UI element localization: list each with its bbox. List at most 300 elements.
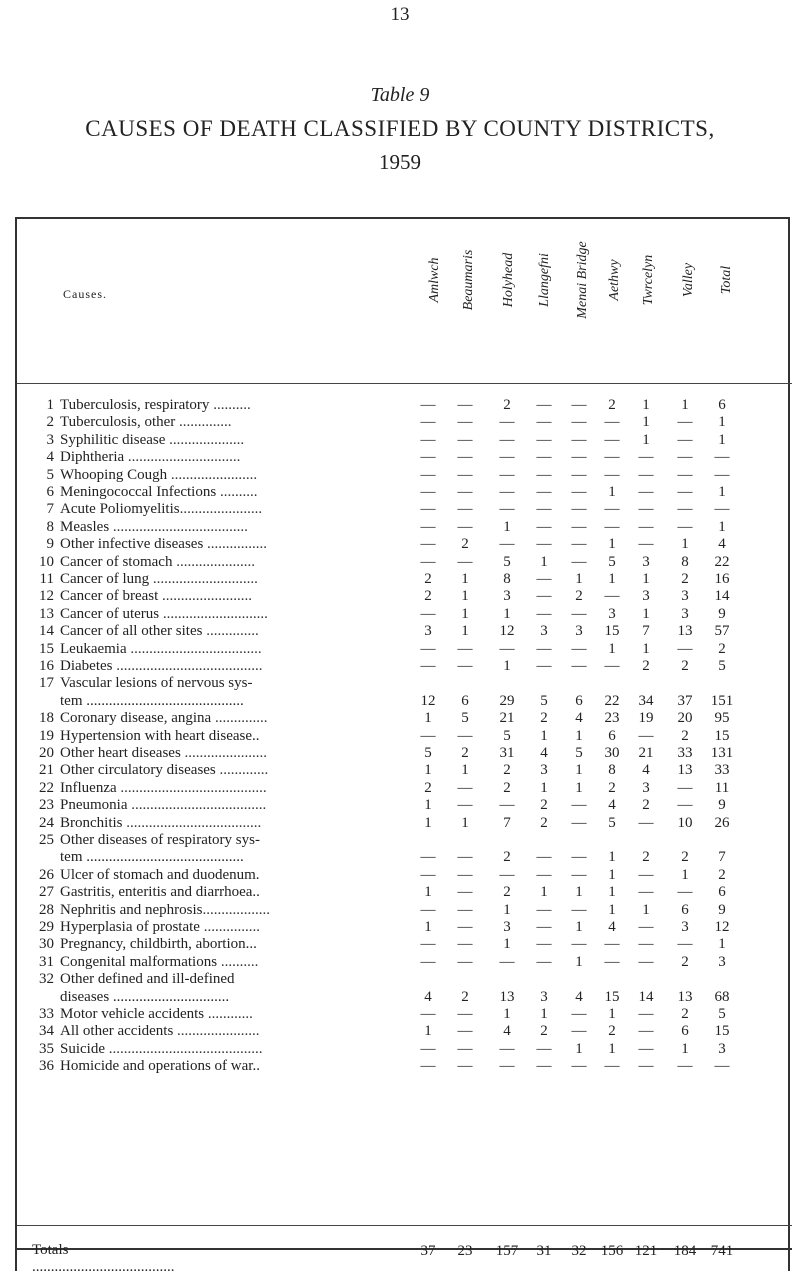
row-number: 22 (39, 779, 54, 796)
table-cell: 33 (677, 745, 693, 761)
table-cell: 16 (714, 571, 730, 587)
table-cell: — (536, 936, 552, 953)
table-cell: — (457, 919, 473, 935)
row-label (32, 483, 257, 501)
row-cause: Tuberculosis, other (60, 414, 176, 431)
table-cell: 1 (575, 571, 583, 587)
table-cell: — (571, 518, 587, 535)
row-cause: Pregnancy, childbirth, abortion... (60, 936, 257, 953)
leader-dots: ............. (215, 762, 269, 779)
row-number: 5 (46, 466, 54, 483)
table-cell: — (638, 484, 654, 500)
table-cell: 1 (424, 1023, 432, 1040)
table-cell: 1 (642, 640, 650, 657)
table-cell: 4 (424, 988, 432, 1005)
table-cell: — (536, 501, 552, 518)
column-header-aethwy (600, 240, 630, 320)
table-cell: 3 (503, 919, 511, 935)
row-label (32, 761, 268, 779)
table-cell: 1 (608, 571, 616, 587)
table-cell: — (536, 484, 552, 500)
table-cell: 5 (608, 553, 616, 570)
row-number: 3 (46, 431, 54, 448)
table-cell: 1 (503, 901, 511, 918)
row-label (32, 1057, 260, 1075)
row-label (32, 1040, 263, 1058)
table-cell: 3 (718, 953, 726, 970)
table-cell: 4 (718, 536, 726, 553)
leader-dots: ............................ (149, 571, 258, 587)
leader-dots: ........................ (158, 588, 253, 605)
table-cell: — (604, 936, 620, 953)
row-cause-continued: tem (60, 692, 83, 709)
table-cell: — (457, 1058, 473, 1075)
table-cell: 1 (608, 484, 616, 500)
table-cell: — (420, 953, 436, 970)
table-cell: 2 (424, 779, 432, 796)
table-cell: 3 (540, 623, 548, 640)
table-cell: — (499, 449, 515, 466)
row-label (32, 570, 258, 588)
leader-dots: .............. (202, 623, 259, 640)
table-cell: — (536, 866, 552, 883)
table-cell: 4 (503, 1023, 511, 1040)
table-cell: — (420, 936, 436, 953)
row-label (32, 657, 262, 675)
table-cell: — (571, 936, 587, 953)
leader-dots: ....................... (167, 466, 258, 483)
row-label (32, 622, 259, 640)
table-cell: — (536, 449, 552, 466)
table-cell: — (571, 501, 587, 518)
table-cell: 1 (540, 727, 548, 744)
table-cell: 2 (681, 727, 689, 744)
table-cell: 20 (677, 710, 693, 727)
table-cell: — (420, 727, 436, 744)
row-cause: Pneumonia (60, 797, 128, 814)
table-cell: 68 (714, 988, 730, 1005)
leader-dots: ............ (204, 1006, 253, 1022)
table-cell: — (457, 779, 473, 796)
table-cell: — (571, 431, 587, 448)
row-label (32, 466, 257, 484)
totals-cell: 741 (710, 1243, 734, 1259)
table-cell: 7 (718, 849, 726, 866)
table-cell: 1 (608, 1006, 616, 1022)
leader-dots: ....................................... (116, 779, 267, 796)
table-cell: 37 (677, 692, 693, 709)
row-number: 32 (39, 971, 54, 988)
table-cell: 5 (718, 1006, 726, 1022)
table-label: Table 9 (370, 84, 430, 106)
table-cell: — (536, 849, 552, 866)
table-cell: 2 (503, 397, 511, 413)
row-number: 28 (39, 901, 54, 918)
table-cell: — (457, 1023, 473, 1040)
table-cell: — (457, 431, 473, 448)
table-cell: — (604, 518, 620, 535)
row-cause: Other circulatory diseases (60, 762, 216, 779)
table-cell: 33 (714, 762, 730, 779)
table-cell: 8 (608, 762, 616, 779)
table-cell: 5 (503, 553, 511, 570)
row-label (32, 935, 257, 953)
row-label (32, 970, 235, 988)
table-cell: 1 (424, 884, 432, 901)
table-cell: — (420, 518, 436, 535)
row-cause: Cancer of stomach (60, 553, 173, 570)
table-cell: — (420, 1040, 436, 1057)
table-cell: — (638, 449, 654, 466)
table-cell: — (499, 866, 515, 883)
table-cell: 22 (604, 692, 620, 709)
totals-divider (17, 1225, 792, 1226)
table-cell: 2 (608, 779, 616, 796)
row-label (32, 1005, 253, 1023)
leader-dots: .................... (165, 431, 245, 448)
table-cell: 11 (714, 779, 730, 796)
table-cell: 5 (503, 727, 511, 744)
table-cell: 10 (677, 814, 693, 831)
table-cell: — (420, 849, 436, 866)
row-cause: Homicide and operations of war.. (60, 1058, 260, 1075)
row-label (32, 709, 267, 727)
table-cell: 8 (503, 571, 511, 587)
row-label (32, 866, 260, 884)
table-cell: 4 (575, 710, 583, 727)
leader-dots: .................. (202, 901, 270, 918)
table-cell: 1 (461, 814, 469, 831)
table-cell: 4 (642, 762, 650, 779)
table-cell: — (536, 536, 552, 553)
table-cell: 2 (461, 988, 469, 1005)
leader-dots: ....................................... (112, 658, 263, 674)
row-number: 4 (46, 449, 54, 466)
year-heading: 1959 (379, 150, 421, 174)
table-cell: — (571, 658, 587, 674)
table-cell: — (571, 1023, 587, 1040)
table-cell: 1 (642, 571, 650, 587)
table-cell: 2 (540, 710, 548, 727)
row-label (32, 396, 251, 414)
row-label (32, 814, 261, 832)
table-cell: 13 (677, 988, 693, 1005)
leader-dots: ...................... (180, 745, 268, 761)
table-cell: — (638, 518, 654, 535)
table-cell: 8 (681, 553, 689, 570)
table-cell: — (499, 501, 515, 518)
table-cell: — (536, 605, 552, 622)
leader-dots: .................................... (109, 518, 248, 535)
row-cause: Nephritis and nephrosis (60, 901, 203, 918)
row-cause: Meningococcal Infections (60, 484, 217, 500)
table-cell: — (457, 553, 473, 570)
totals-cell: 184 (673, 1243, 697, 1259)
column-header-valley (674, 240, 704, 320)
leader-dots: ............................... (109, 988, 230, 1005)
table-cell: — (638, 919, 654, 935)
table-cell: — (420, 536, 436, 553)
table-cell: — (638, 466, 654, 483)
row-cause: Vascular lesions of nervous sys- (60, 675, 253, 692)
table-cell: 4 (608, 919, 616, 935)
table-cell: 3 (642, 588, 650, 605)
table-cell: 4 (608, 797, 616, 814)
table-cell: — (536, 953, 552, 970)
table-cell: 2 (718, 866, 726, 883)
table-cell: — (499, 484, 515, 500)
table-cell: 26 (714, 814, 730, 831)
table-cell: — (638, 866, 654, 883)
table-cell: 2 (503, 762, 511, 779)
table-cell: — (604, 953, 620, 970)
column-header-text: Twrcelyn (641, 254, 656, 306)
totals-cell: 23 (457, 1243, 473, 1259)
table-cell: — (571, 814, 587, 831)
table-cell: 3 (681, 605, 689, 622)
table-cell: — (420, 431, 436, 448)
table-cell: — (536, 658, 552, 674)
table-cell: — (677, 449, 693, 466)
leader-dots: .............. (175, 414, 232, 431)
row-number: 2 (46, 414, 54, 431)
table-cell: 2 (642, 797, 650, 814)
table-cell: 5 (540, 692, 548, 709)
row-number: 21 (39, 762, 54, 779)
table-cell: — (571, 1058, 587, 1075)
table-cell: — (420, 1058, 436, 1075)
table-cell: 1 (424, 710, 432, 727)
row-number: 24 (39, 814, 54, 831)
column-header-text: Aethwy (607, 259, 622, 301)
row-label (32, 883, 260, 901)
table-cell: — (536, 466, 552, 483)
row-label (32, 500, 262, 518)
table-cell: 1 (608, 1040, 616, 1057)
table-cell: — (714, 1058, 730, 1075)
table-cell: 21 (499, 710, 515, 727)
table-cell: 5 (461, 710, 469, 727)
table-cell: — (457, 866, 473, 883)
table-cell: — (638, 884, 654, 901)
table-cell: — (536, 1058, 552, 1075)
totals-cell: 32 (571, 1243, 587, 1259)
causes-column-header: Causes. (63, 287, 107, 301)
row-number: 16 (39, 658, 54, 674)
table-cell: — (604, 414, 620, 431)
row-number: 1 (46, 397, 54, 413)
leader-dots: .................................... (122, 814, 262, 831)
table-cell: — (638, 536, 654, 553)
row-number: 31 (39, 953, 54, 970)
table-cell: 1 (575, 727, 583, 744)
row-number: 17 (39, 675, 54, 692)
table-cell: — (604, 466, 620, 483)
table-cell: 2 (540, 1023, 548, 1040)
table-cell: — (571, 414, 587, 431)
totals-label (32, 1242, 175, 1276)
row-cause: Hypertension with heart disease.. (60, 727, 260, 744)
row-number: 23 (39, 797, 54, 814)
table-cell: — (457, 797, 473, 814)
page-number: 13 (390, 4, 410, 25)
leader-dots: ................................... (126, 640, 262, 657)
table-cell: 1 (718, 936, 726, 953)
table-cell: — (714, 501, 730, 518)
table-cell: 1 (424, 762, 432, 779)
table-cell: — (536, 640, 552, 657)
table-cell: — (638, 1040, 654, 1057)
table-cell: 2 (575, 588, 583, 605)
column-header-twrcelyn (634, 240, 664, 320)
table-cell: 2 (681, 953, 689, 970)
table-cell: 13 (677, 762, 693, 779)
table-cell: 15 (714, 1023, 730, 1040)
table-cell: — (420, 658, 436, 674)
table-cell: — (677, 779, 693, 796)
table-cell: 57 (714, 623, 730, 640)
row-cause: Gastritis, enteritis and diarrhoea.. (60, 884, 260, 901)
row-cause: Influenza (60, 779, 117, 796)
table-cell: 2 (503, 884, 511, 901)
leader-dots: .......... (209, 397, 251, 413)
table-cell: 2 (681, 571, 689, 587)
row-cause: Other infective diseases (60, 536, 204, 553)
table-cell: — (638, 936, 654, 953)
row-cause: Leukaemia (60, 640, 127, 657)
row-cause: Bronchitis (60, 814, 123, 831)
table-cell: — (499, 1058, 515, 1075)
row-cause: Tuberculosis, respiratory (60, 397, 210, 413)
table-cell: 2 (642, 658, 650, 674)
table-cell: 1 (642, 414, 650, 431)
row-cause: Whooping Cough (60, 466, 168, 483)
table-cell: — (457, 884, 473, 901)
table-cell: 6 (681, 1023, 689, 1040)
column-header-text: Llangefni (537, 253, 552, 307)
table-cell: — (677, 501, 693, 518)
row-cause: Suicide (60, 1040, 105, 1057)
table-cell: 12 (420, 692, 436, 709)
table-cell: — (457, 449, 473, 466)
table-cell: — (536, 901, 552, 918)
row-label (32, 901, 270, 919)
table-cell: — (571, 1006, 587, 1022)
table-cell: — (499, 797, 515, 814)
table-cell: — (714, 466, 730, 483)
table-cell: 1 (424, 814, 432, 831)
table-cell: — (420, 397, 436, 413)
row-number: 25 (39, 832, 54, 848)
table-cell: 21 (638, 745, 654, 761)
column-header-beaumaris (454, 240, 484, 320)
row-cause: Diphtheria (60, 449, 125, 466)
table-cell: — (420, 640, 436, 657)
row-label (32, 674, 252, 692)
table-cell: 15 (604, 623, 620, 640)
table-cell: — (604, 449, 620, 466)
table-cell: — (457, 901, 473, 918)
leader-dots: .................................... (127, 797, 267, 814)
table-cell: 1 (575, 953, 583, 970)
row-cause: Ulcer of stomach and duodenum. (60, 866, 260, 883)
table-cell: — (536, 1040, 552, 1057)
table-cell: — (571, 536, 587, 553)
leader-dots: .............................. (124, 449, 241, 466)
table-cell: 2 (424, 588, 432, 605)
row-cause: Other heart diseases (60, 745, 181, 761)
table-cell: 23 (604, 710, 620, 727)
table-cell: — (677, 797, 693, 814)
row-number: 33 (39, 1006, 54, 1022)
leader-dots: ...................................... (32, 1259, 175, 1275)
row-number: 10 (39, 553, 54, 570)
table-cell: — (420, 553, 436, 570)
table-cell: — (457, 953, 473, 970)
table-cell: 1 (681, 536, 689, 553)
table-cell: — (638, 953, 654, 970)
table-cell: — (677, 466, 693, 483)
table-cell: — (677, 484, 693, 500)
row-cause: Hyperplasia of prostate (60, 919, 200, 935)
table-cell: 151 (710, 692, 734, 709)
table-cell: 1 (575, 779, 583, 796)
table-cell: 1 (718, 414, 726, 431)
row-cause: Diabetes (60, 658, 113, 674)
leader-dots: ..................... (172, 553, 255, 570)
table-cell: 2 (681, 658, 689, 674)
table-cell: 1 (608, 884, 616, 901)
table-cell: 2 (503, 849, 511, 866)
table-cell: 1 (608, 849, 616, 866)
table-cell: 3 (642, 553, 650, 570)
table-cell: 6 (575, 692, 583, 709)
table-cell: — (677, 518, 693, 535)
table-cell: — (457, 501, 473, 518)
table-cell: 9 (718, 605, 726, 622)
table-cell: 2 (461, 745, 469, 761)
table-cell: — (536, 397, 552, 413)
table-cell: 1 (540, 1006, 548, 1022)
row-number: 26 (39, 866, 54, 883)
table-cell: — (571, 449, 587, 466)
table-cell: 1 (642, 901, 650, 918)
table-cell: 5 (608, 814, 616, 831)
row-number: 9 (46, 536, 54, 553)
table-cell: 1 (642, 605, 650, 622)
table-cell: — (638, 814, 654, 831)
row-label (32, 605, 268, 623)
table-cell: — (536, 571, 552, 587)
column-header-text: Menai Bridge (575, 241, 590, 319)
table-cell: 1 (608, 536, 616, 553)
row-cause: Other defined and ill-defined (60, 971, 235, 988)
table-cell: — (457, 414, 473, 431)
table-cell: 3 (575, 623, 583, 640)
table-cell: — (571, 553, 587, 570)
table-cell: 3 (608, 605, 616, 622)
table-cell: 1 (461, 762, 469, 779)
column-header-llangefni (530, 240, 560, 320)
table-cell: — (604, 431, 620, 448)
table-cell: 2 (424, 571, 432, 587)
column-header-total (712, 240, 742, 320)
table-cell: — (571, 866, 587, 883)
row-number: 34 (39, 1023, 54, 1040)
column-header-text: Beaumaris (461, 249, 476, 311)
table-cell: 2 (608, 397, 616, 413)
row-label (32, 518, 248, 536)
